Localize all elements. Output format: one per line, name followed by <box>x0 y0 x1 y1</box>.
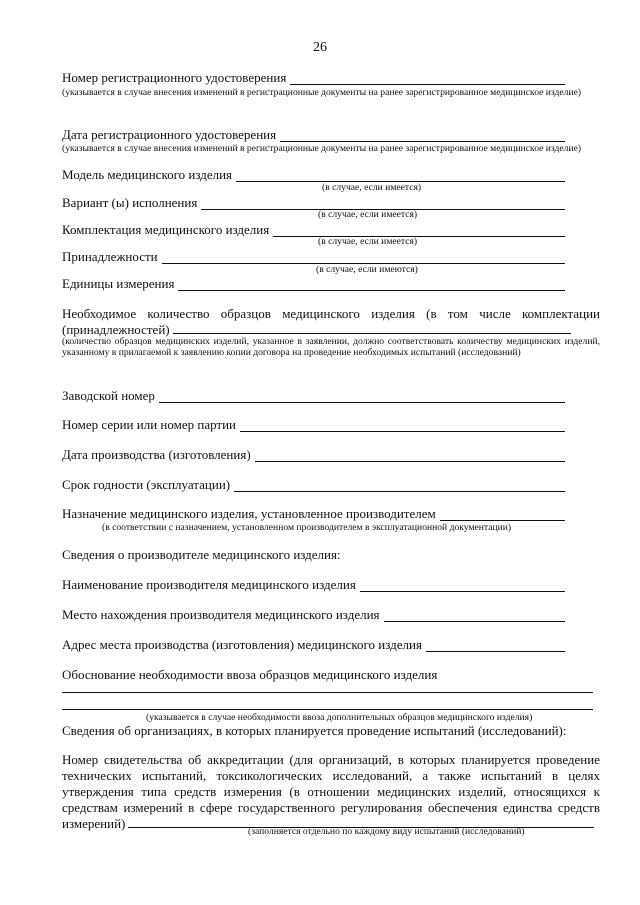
field-serial-number <box>62 388 565 403</box>
field-label: Дата регистрационного удостоверения <box>62 127 277 142</box>
field-device-kit <box>62 222 565 237</box>
field-device-model <box>62 167 565 182</box>
field-label: Необходимое количество образцов медицинского изделия (в том числе комплектации (принадлежностей) <box>62 306 600 337</box>
field-production-address <box>62 637 565 652</box>
field-note: (заполняется отдельно по каждому виду испытаний (исследований) <box>248 826 525 837</box>
field-shelf-life <box>62 477 565 492</box>
field-label: Номер регистрационного удостоверения <box>62 70 287 85</box>
field-label: Единицы измерения <box>62 276 175 291</box>
field-note: (количество образцов медицинских изделий, указанное в заявлении, должно соответствовать количеству медицинских изделий, указанному в прилагаемой к заявлению копии договора на проведение необходимых испытаний (исследований) <box>62 336 600 358</box>
field-label: Наименование производителя медицинского изделия <box>62 577 356 592</box>
field-label: Заводской номер <box>62 388 155 403</box>
field-note: (в случае, если имеется) <box>318 209 418 220</box>
field-label: Место нахождения производителя медицинского изделия <box>62 607 380 622</box>
field-label: Вариант (ы) исполнения <box>62 195 198 210</box>
manufacturer-heading: Сведения о производителе медицинского изделия: <box>62 547 341 562</box>
production-date-input[interactable] <box>255 450 565 462</box>
field-reg-cert-date <box>62 127 565 142</box>
field-production-date <box>62 447 565 462</box>
field-note: (указывается в случае внесения изменений в регистрационные документы на ранее зарегистрированное медицинское изделие) <box>62 143 582 154</box>
accessories-input[interactable] <box>162 252 565 264</box>
import-justification-line-1[interactable] <box>62 692 593 693</box>
reg-cert-date-input[interactable] <box>280 130 565 142</box>
shelf-life-input[interactable] <box>234 480 565 492</box>
field-manufacturer-name <box>62 577 565 592</box>
field-note: (в случае, если имеется) <box>322 182 422 193</box>
series-batch-input[interactable] <box>240 420 565 432</box>
field-label: Номер свидетельства об аккредитации (для организаций, в которых планируется проведение технических испытаний, токсикологических исследований, а также испытаний в целях утверждения типа средств измерения (в отношении медицинских изделий, относящихся к средствам измерений в сфере государственного регулирования обеспечения единства средств измерений) <box>62 752 600 831</box>
field-label: Дата производства (изготовления) <box>62 447 251 462</box>
manufacturer-name-input[interactable] <box>360 580 565 592</box>
purpose-input[interactable] <box>440 509 565 521</box>
field-purpose <box>62 506 565 521</box>
field-series-batch <box>62 417 565 432</box>
field-note: (в соответствии с назначением, установленном производителем в эксплуатационной документации) <box>102 522 512 533</box>
field-note: (в случае, если имеются) <box>316 264 418 275</box>
units-input[interactable] <box>178 279 565 291</box>
reg-cert-number-input[interactable] <box>290 73 565 85</box>
field-label: Принадлежности <box>62 249 158 264</box>
organizations-heading: Сведения об организациях, в которых планируется проведение испытаний (исследований): <box>62 723 567 738</box>
page-number: 26 <box>313 40 327 55</box>
field-units <box>62 276 565 291</box>
manufacturer-location-input[interactable] <box>384 610 565 622</box>
field-sample-qty <box>62 306 600 338</box>
field-reg-cert-number <box>62 70 565 85</box>
device-model-input[interactable] <box>236 170 565 182</box>
field-manufacturer-location <box>62 607 565 622</box>
import-justification-line-2[interactable] <box>62 709 593 710</box>
field-accreditation <box>62 752 600 832</box>
field-label: Номер серии или номер партии <box>62 417 237 432</box>
serial-number-input[interactable] <box>159 391 565 403</box>
field-note: (указывается в случае необходимости ввоза дополнительных образцов медицинского изделия) <box>146 712 533 723</box>
field-accessories <box>62 249 565 264</box>
sample-qty-input[interactable] <box>173 322 571 334</box>
field-variants <box>62 195 565 210</box>
production-address-input[interactable] <box>426 640 565 652</box>
field-label: Назначение медицинского изделия, установленное производителем <box>62 506 436 521</box>
import-justification-label: Обоснование необходимости ввоза образцов медицинского изделия <box>62 667 438 682</box>
field-note: (в случае, если имеется) <box>318 236 418 247</box>
field-label: Адрес места производства (изготовления) медицинского изделия <box>62 637 422 652</box>
field-label: Срок годности (эксплуатации) <box>62 477 231 492</box>
field-note: (указывается в случае внесения изменений в регистрационные документы на ранее зарегистрированное медицинское изделие) <box>62 87 582 98</box>
field-label: Модель медицинского изделия <box>62 167 233 182</box>
device-kit-input[interactable] <box>273 225 565 237</box>
field-label: Комплектация медицинского изделия <box>62 222 270 237</box>
